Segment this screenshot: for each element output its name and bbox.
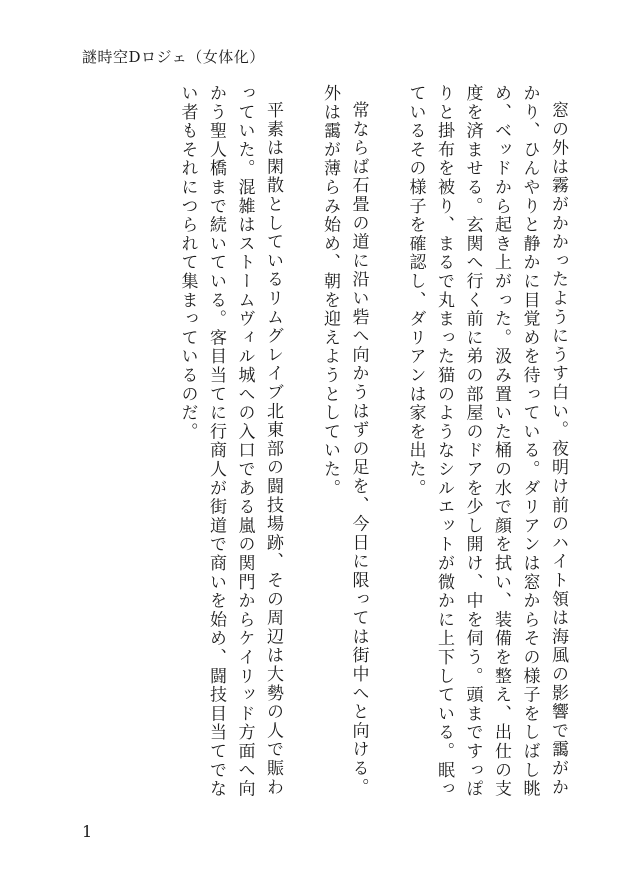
blank-line xyxy=(287,84,316,804)
paragraph-2: 常ならば石畳の道に沿い砦へ向かうはずの足を、今日に限っては街中へと向ける。外は靄が薄らみ始め、朝を迎えようとしていた。 xyxy=(320,84,369,797)
vertical-text-body xyxy=(72,84,572,804)
page-header: 謎時空Dロジェ（女体化） xyxy=(82,48,265,66)
paragraph-1: 窓の外は霧がかかったようにうす白い。夜明け前のハイト領は海風の影響で靄がかかり、ひんやりと静かに目覚めを待っている。ダリアンは窓からその様子をしばし眺め、ベッドから起き上がった。汲み置いた桶の水で顔を拭い、装備を整え、出仕の支度を済ませる。玄関へ行く前に弟の部屋のドアを少し開け、中を伺う。頭まですっぽりと掛布を被り、まるで丸まった猫のようなシルエットが微かに上下している。眠っているその様子を確認し、ダリアンは家を出た。 xyxy=(405,84,568,799)
page-number: 1 xyxy=(82,822,93,841)
paragraph-3: 平素は閑散としているリムグレイブ北東部の闘技場跡、その周辺は大勢の人で賑わっていた。混雑はストームヴィル城への入口である嵐の関門からケイリッド方面へ向かう聖人橋まで続いている。客目当てに行商人が街道で商いを始め、闘技目当てでない者もそれにつられて集まっているのだ。 xyxy=(177,84,283,799)
blank-line xyxy=(373,84,402,804)
